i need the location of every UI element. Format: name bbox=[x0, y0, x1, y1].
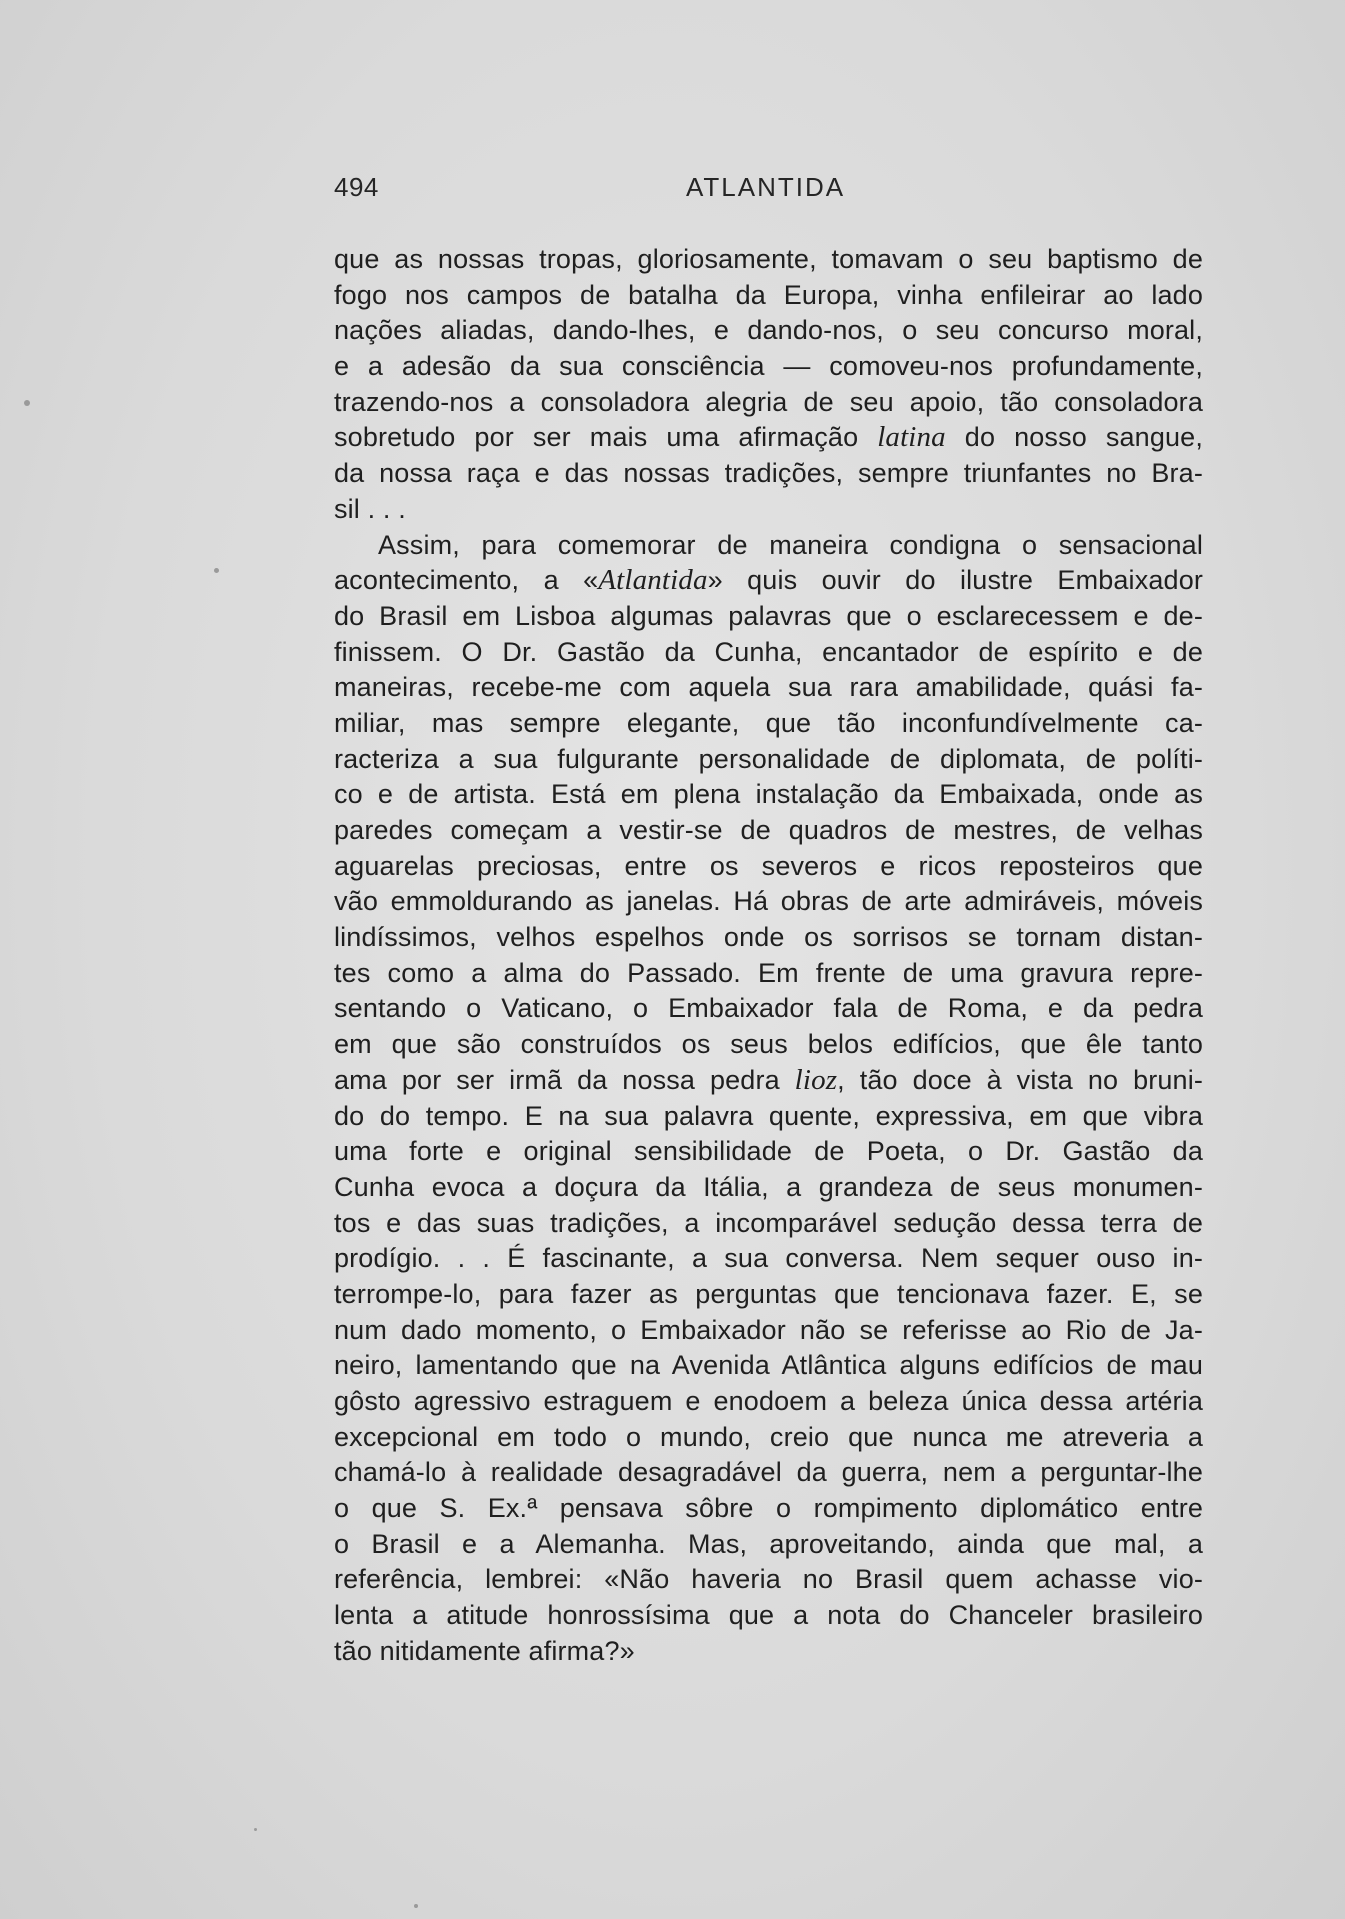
text-line bbox=[334, 956, 1203, 992]
italic-text: latina bbox=[877, 421, 946, 454]
text-segment: referência, lembrei: «Não haveria no Brasil quem achasse vio- bbox=[334, 1564, 1203, 1595]
text-segment: lenta a atitude honrossísima que a nota do Chanceler brasileiro bbox=[334, 1600, 1203, 1631]
text-segment: do do tempo. E na sua palavra quente, expressiva, em que vibra bbox=[334, 1100, 1203, 1131]
text-segment: co e de artista. Está em plena instalação da Embaixada, onde as bbox=[334, 779, 1203, 810]
text-segment: em que são construídos os seus belos edifícios, que êle tanto bbox=[334, 1029, 1203, 1060]
text-line bbox=[334, 1027, 1203, 1063]
text-segment: acontecimento, a « bbox=[334, 565, 599, 596]
text-segment: , tão doce à vista no bruni- bbox=[837, 1064, 1203, 1095]
text-line bbox=[334, 1384, 1203, 1420]
text-line bbox=[334, 1099, 1203, 1135]
text-segment: lindíssimos, velhos espelhos onde os sorrisos se tornam distan- bbox=[334, 922, 1203, 953]
paper-speck bbox=[414, 1904, 418, 1908]
text-segment: do Brasil em Lisboa algumas palavras que o esclarecessem e de- bbox=[334, 600, 1203, 631]
text-line bbox=[334, 920, 1203, 956]
text-segment: num dado momento, o Embaixador não se referisse ao Rio de Ja- bbox=[334, 1314, 1203, 1345]
text-segment: trazendo-nos a consoladora alegria de seu apoio, tão consoladora bbox=[334, 386, 1203, 417]
text-line bbox=[334, 456, 1203, 492]
text-line bbox=[334, 1455, 1203, 1491]
text-segment: miliar, mas sempre elegante, que tão inconfundívelmente ca- bbox=[334, 707, 1203, 738]
text-line bbox=[334, 1206, 1203, 1242]
text-line bbox=[334, 1063, 1203, 1099]
text-line bbox=[334, 1170, 1203, 1206]
text-line bbox=[334, 385, 1203, 421]
body-text bbox=[334, 242, 1203, 1670]
text-segment: o que S. Ex.ª pensava sôbre o rompimento diplomático entre bbox=[334, 1493, 1203, 1524]
text-segment: chamá-lo à realidade desagradável da guerra, nem a perguntar-lhe bbox=[334, 1457, 1203, 1488]
text-segment: uma forte e original sensibilidade de Poeta, o Dr. Gastão da bbox=[334, 1136, 1203, 1167]
text-segment: prodígio. . . É fascinante, a sua conversa. Nem sequer ouso in- bbox=[334, 1243, 1203, 1274]
text-line bbox=[334, 1562, 1203, 1598]
text-line bbox=[334, 777, 1203, 813]
text-line bbox=[334, 1241, 1203, 1277]
text-line bbox=[334, 1420, 1203, 1456]
text-line bbox=[334, 599, 1203, 635]
text-line bbox=[334, 706, 1203, 742]
text-segment: terrompe-lo, para fazer as perguntas que tencionava fazer. E, se bbox=[334, 1278, 1203, 1309]
text-line bbox=[334, 278, 1203, 314]
text-segment: » quis ouvir do ilustre Embaixador bbox=[707, 565, 1203, 596]
text-line bbox=[334, 563, 1203, 599]
text-line bbox=[334, 420, 1203, 456]
text-line bbox=[334, 635, 1203, 671]
running-head: ATLANTIDA bbox=[686, 172, 846, 202]
text-segment: o Brasil e a Alemanha. Mas, aproveitando, ainda que mal, a bbox=[334, 1528, 1203, 1559]
text-segment: aguarelas preciosas, entre os severos e ricos reposteiros que bbox=[334, 850, 1203, 881]
text-line bbox=[334, 1277, 1203, 1313]
text-line bbox=[334, 528, 1203, 564]
text-line bbox=[334, 492, 1203, 528]
text-segment: Cunha evoca a doçura da Itália, a grandeza de seus monumen- bbox=[334, 1171, 1203, 1202]
text-line bbox=[334, 991, 1203, 1027]
text-segment: que as nossas tropas, gloriosamente, tomavam o seu baptismo de bbox=[334, 244, 1203, 274]
text-line bbox=[334, 1634, 1203, 1670]
text-line bbox=[334, 1527, 1203, 1563]
text-line bbox=[334, 1348, 1203, 1384]
text-segment: tes como a alma do Passado. Em frente de uma gravura repre- bbox=[334, 957, 1203, 988]
text-line bbox=[334, 313, 1203, 349]
paper-speck bbox=[214, 568, 219, 573]
text-segment: tão nitidamente afirma?» bbox=[334, 1635, 635, 1666]
text-segment: sobretudo por ser mais uma afirmação bbox=[334, 422, 878, 453]
text-line bbox=[334, 849, 1203, 885]
paper-speck bbox=[254, 1828, 257, 1831]
paper-speck bbox=[24, 400, 30, 406]
text-segment: finissem. O Dr. Gastão da Cunha, encantador de espírito e de bbox=[334, 636, 1203, 667]
text-line bbox=[334, 670, 1203, 706]
text-segment: sil . . . bbox=[334, 493, 406, 524]
text-segment: sentando o Vaticano, o Embaixador fala de Roma, e da pedra bbox=[334, 993, 1203, 1024]
text-segment: ama por ser irmã da nossa pedra bbox=[334, 1064, 795, 1095]
text-line bbox=[334, 1491, 1203, 1527]
text-segment: neiro, lamentando que na Avenida Atlântica alguns edifícios de mau bbox=[334, 1350, 1203, 1381]
text-line bbox=[334, 242, 1203, 278]
text-line bbox=[334, 813, 1203, 849]
text-segment: vão emmoldurando as janelas. Há obras de arte admiráveis, móveis bbox=[334, 886, 1203, 917]
page-header bbox=[334, 172, 1204, 212]
text-segment: nações aliadas, dando-lhes, e dando-nos, o seu concurso moral, bbox=[334, 315, 1203, 346]
text-segment: gôsto agressivo estraguem e enodoem a beleza única dessa artéria bbox=[334, 1386, 1203, 1416]
text-line bbox=[334, 884, 1203, 920]
text-segment: Assim, para comemorar de maneira condigna o sensacional bbox=[378, 529, 1203, 560]
text-segment: tos e das suas tradições, a incomparável sedução dessa terra de bbox=[334, 1207, 1203, 1238]
text-line bbox=[334, 1134, 1203, 1170]
text-segment: da nossa raça e das nossas tradições, sempre triunfantes no Bra- bbox=[334, 458, 1203, 489]
page-number: 494 bbox=[334, 172, 379, 202]
text-line bbox=[334, 1313, 1203, 1349]
text-segment: maneiras, recebe-me com aquela sua rara amabilidade, quási fa- bbox=[334, 672, 1203, 703]
text-line bbox=[334, 742, 1203, 778]
text-segment: racteriza a sua fulgurante personalidade de diplomata, de políti- bbox=[334, 743, 1203, 774]
text-line bbox=[334, 1598, 1203, 1634]
italic-text: Atlantida bbox=[598, 564, 708, 597]
text-segment: fogo nos campos de batalha da Europa, vinha enfileirar ao lado bbox=[334, 279, 1203, 310]
text-line bbox=[334, 349, 1203, 385]
italic-text: lioz bbox=[794, 1063, 838, 1096]
text-segment: do nosso sangue, bbox=[945, 422, 1203, 453]
text-segment: paredes começam a vestir-se de quadros de mestres, de velhas bbox=[334, 815, 1203, 845]
text-segment: excepcional em todo o mundo, creio que nunca me atreveria a bbox=[334, 1421, 1203, 1452]
text-segment: e a adesão da sua consciência — comoveu-nos profundamente, bbox=[334, 351, 1203, 382]
